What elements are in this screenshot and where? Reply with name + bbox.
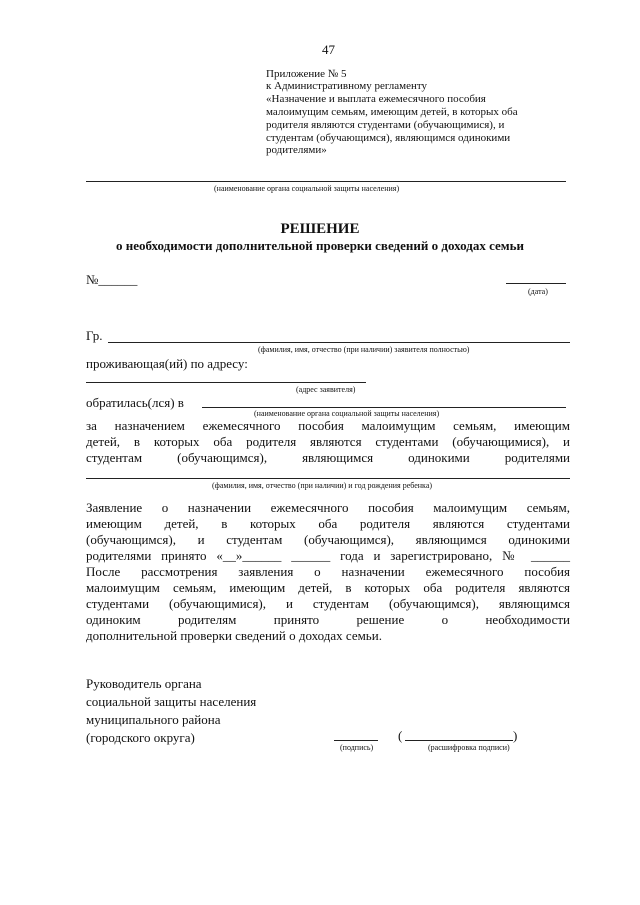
paragraph-line: одиноким родителям принято решение о необходимости <box>86 612 570 627</box>
signatory-line: (городского округа) <box>86 730 195 745</box>
citizen-caption: (фамилия, имя, отчество (при наличии) заявителя полностью) <box>258 345 470 354</box>
applied-caption: (наименование органа социальной защиты населения) <box>254 409 440 418</box>
paragraph-line: студентами (обучающимися), и студентам (обучающимся), являющимся <box>86 596 570 611</box>
decoding-close: ) <box>513 728 518 743</box>
decoding-open: ( <box>398 728 403 743</box>
signatory-line: муниципального района <box>86 712 221 727</box>
applied-label: обратилась(лся) в <box>86 395 184 410</box>
signature-line <box>334 740 378 741</box>
appendix-line: «Назначение и выплата ежемесячного пособия <box>266 93 486 105</box>
citizen-line <box>108 342 570 343</box>
residing-label: проживающая(ий) по адресу: <box>86 356 248 371</box>
address-line <box>86 382 366 383</box>
decoding-caption: (расшифровка подписи) <box>428 743 510 752</box>
appendix-line: родителя являются студентами (обучающимися), и <box>266 119 505 131</box>
decoding-line <box>405 740 513 741</box>
paragraph-line: После рассмотрения заявления о назначении ежемесячного пособия <box>86 564 570 579</box>
signatory-line: Руководитель органа <box>86 676 202 691</box>
paragraph-line: (обучающимся), и студентам (обучающимся), являющимся одинокими <box>86 532 570 547</box>
paragraph-line: малоимущим семьям, имеющим детей, в которых оба родителя являются <box>86 580 570 595</box>
appendix-line: малоимущим семьям, имеющим детей, в которых оба <box>266 106 518 118</box>
page-number: 47 <box>322 42 335 57</box>
applied-line <box>202 407 566 408</box>
purpose-line: студентам (обучающимся), являющимся одинокими родителями <box>86 450 570 465</box>
child-line <box>86 478 570 479</box>
decision-number: №______ <box>86 272 138 287</box>
paragraph-line: дополнительной проверки сведений о доходах семьи. <box>86 628 382 643</box>
paragraph-line: Заявление о назначении ежемесячного пособия малоимущим семьям, <box>86 500 570 515</box>
document-title: РЕШЕНИЕ <box>280 221 360 237</box>
citizen-label: Гр. <box>86 328 103 343</box>
org-caption: (наименование органа социальной защиты населения) <box>214 184 400 193</box>
org-name-line <box>86 181 566 182</box>
signatory-line: социальной защиты населения <box>86 694 257 709</box>
paragraph-line: родителями принято «__»______ ______ года и зарегистрировано, № ______ <box>86 548 570 563</box>
appendix-line: к Административному регламенту <box>266 80 428 92</box>
document-subtitle: о необходимости дополнительной проверки сведений о доходах семьи <box>116 238 524 253</box>
appendix-line: Приложение № 5 <box>266 68 347 80</box>
address-caption: (адрес заявителя) <box>296 385 356 394</box>
child-caption: (фамилия, имя, отчество (при наличии) и год рождения ребенка) <box>212 481 433 490</box>
appendix-line: студентам (обучающимся), являющимся одинокими <box>266 132 511 144</box>
appendix-line: родителями» <box>266 144 327 156</box>
date-line <box>506 283 566 284</box>
purpose-line: за назначением ежемесячного пособия малоимущим семьям, имеющим <box>86 418 570 433</box>
signature-caption: (подпись) <box>340 743 374 752</box>
date-caption: (дата) <box>528 287 548 296</box>
purpose-line: детей, в которых оба родителя являются студентами (обучающимися), и <box>86 434 570 449</box>
paragraph-line: имеющим детей, в которых оба родителя являются студентами <box>86 516 570 531</box>
